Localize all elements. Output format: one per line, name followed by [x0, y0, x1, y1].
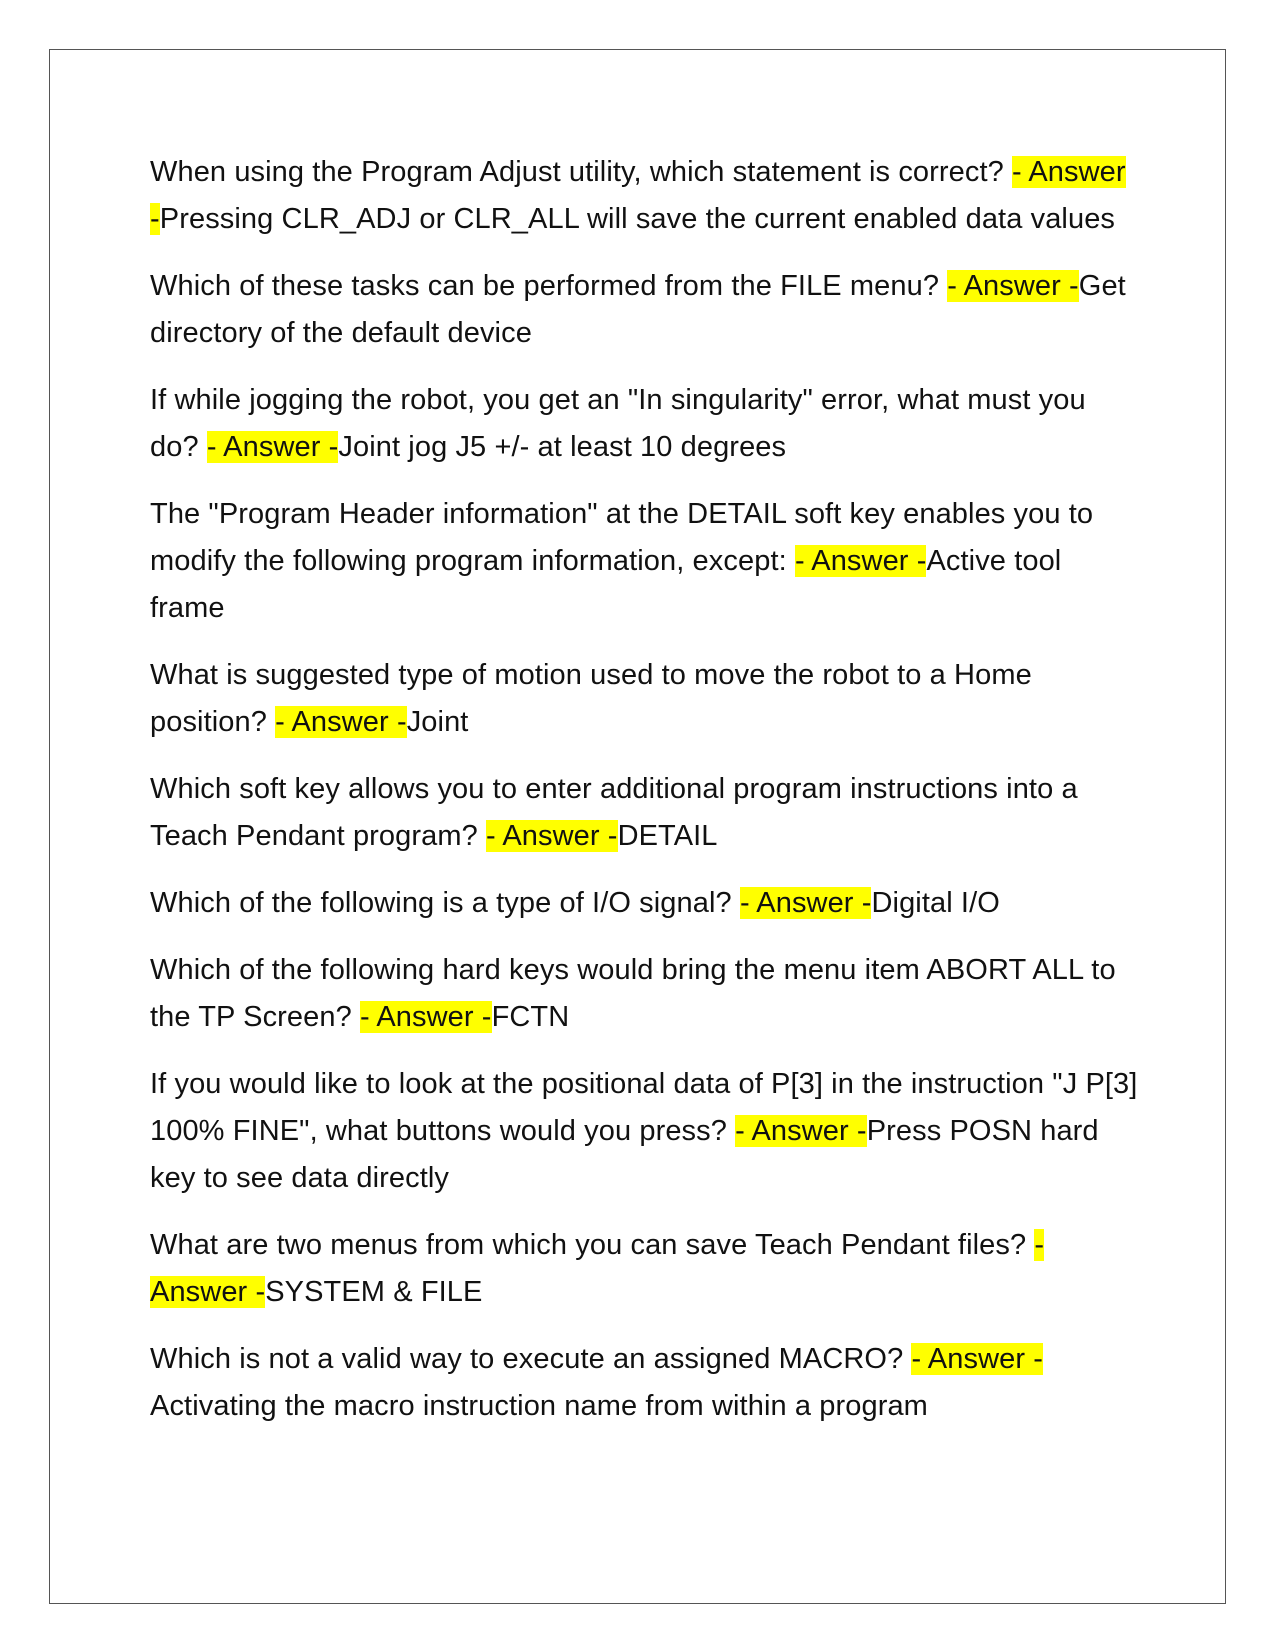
- answer-marker: - Answer -: [150, 156, 1126, 235]
- qa-item-4: [150, 491, 1140, 632]
- qa-item-6: [150, 766, 1140, 860]
- answer-marker: - Answer -: [739, 887, 872, 919]
- question-text: What is suggested type of motion used to move the robot to a Home position?: [150, 659, 1032, 738]
- question-text: Which of the following hard keys would bring the menu item ABORT ALL to the TP Screen?: [150, 954, 1116, 1033]
- qa-list: [150, 149, 1140, 1450]
- answer-marker: - Answer -: [947, 270, 1079, 302]
- question-text: When using the Program Adjust utility, which statement is correct?: [150, 156, 1004, 188]
- answer-marker: - Answer -: [360, 1001, 492, 1033]
- qa-item-11: [150, 1336, 1140, 1430]
- answer-text: Activating the macro instruction name from within a program: [150, 1390, 928, 1422]
- answer-marker: - Answer -: [911, 1343, 1044, 1375]
- answer-marker: - Answer -: [794, 545, 927, 577]
- qa-item-8: [150, 947, 1140, 1041]
- qa-item-10: [150, 1222, 1140, 1316]
- answer-text: Joint jog J5 +/- at least 10 degrees: [338, 431, 787, 463]
- answer-marker: - Answer -: [735, 1115, 867, 1147]
- qa-item-7: [150, 880, 1140, 927]
- question-text: If you would like to look at the positional data of P[3] in the instruction "J P[3] 100% FINE", what buttons would you press?: [150, 1068, 1138, 1147]
- answer-text: Joint: [406, 706, 469, 738]
- qa-item-3: [150, 377, 1140, 471]
- answer-marker: - Answer -: [275, 706, 407, 738]
- answer-text: Active tool frame: [150, 545, 1062, 624]
- qa-item-1: [150, 149, 1140, 243]
- answer-text: Press POSN hard key to see data directly: [150, 1115, 1099, 1194]
- question-text: What are two menus from which you can save Teach Pendant files?: [150, 1229, 1027, 1261]
- answer-marker: - Answer -: [206, 431, 339, 463]
- answer-text: Get directory of the default device: [150, 270, 1126, 349]
- qa-item-2: [150, 263, 1140, 357]
- question-text: Which of these tasks can be performed from the FILE menu?: [150, 270, 940, 302]
- question-text: The "Program Header information" at the DETAIL soft key enables you to modify the following program information, except:: [150, 498, 1094, 577]
- answer-text: SYSTEM & FILE: [265, 1276, 483, 1308]
- qa-item-5: [150, 652, 1140, 746]
- qa-item-9: [150, 1061, 1140, 1202]
- question-text: Which of the following is a type of I/O signal?: [150, 887, 732, 919]
- question-text: If while jogging the robot, you get an "In singularity" error, what must you do?: [150, 384, 1086, 463]
- answer-text: FCTN: [491, 1001, 570, 1033]
- question-text: Which is not a valid way to execute an assigned MACRO?: [150, 1343, 904, 1375]
- answer-text: Pressing CLR_ADJ or CLR_ALL will save the current enabled data values: [159, 203, 1116, 235]
- answer-marker: - Answer -: [150, 1229, 1045, 1308]
- question-text: Which soft key allows you to enter additional program instructions into a Teach Pendant program?: [150, 773, 1078, 852]
- answer-text: DETAIL: [617, 820, 718, 852]
- answer-marker: - Answer -: [486, 820, 618, 852]
- answer-text: Digital I/O: [871, 887, 1000, 919]
